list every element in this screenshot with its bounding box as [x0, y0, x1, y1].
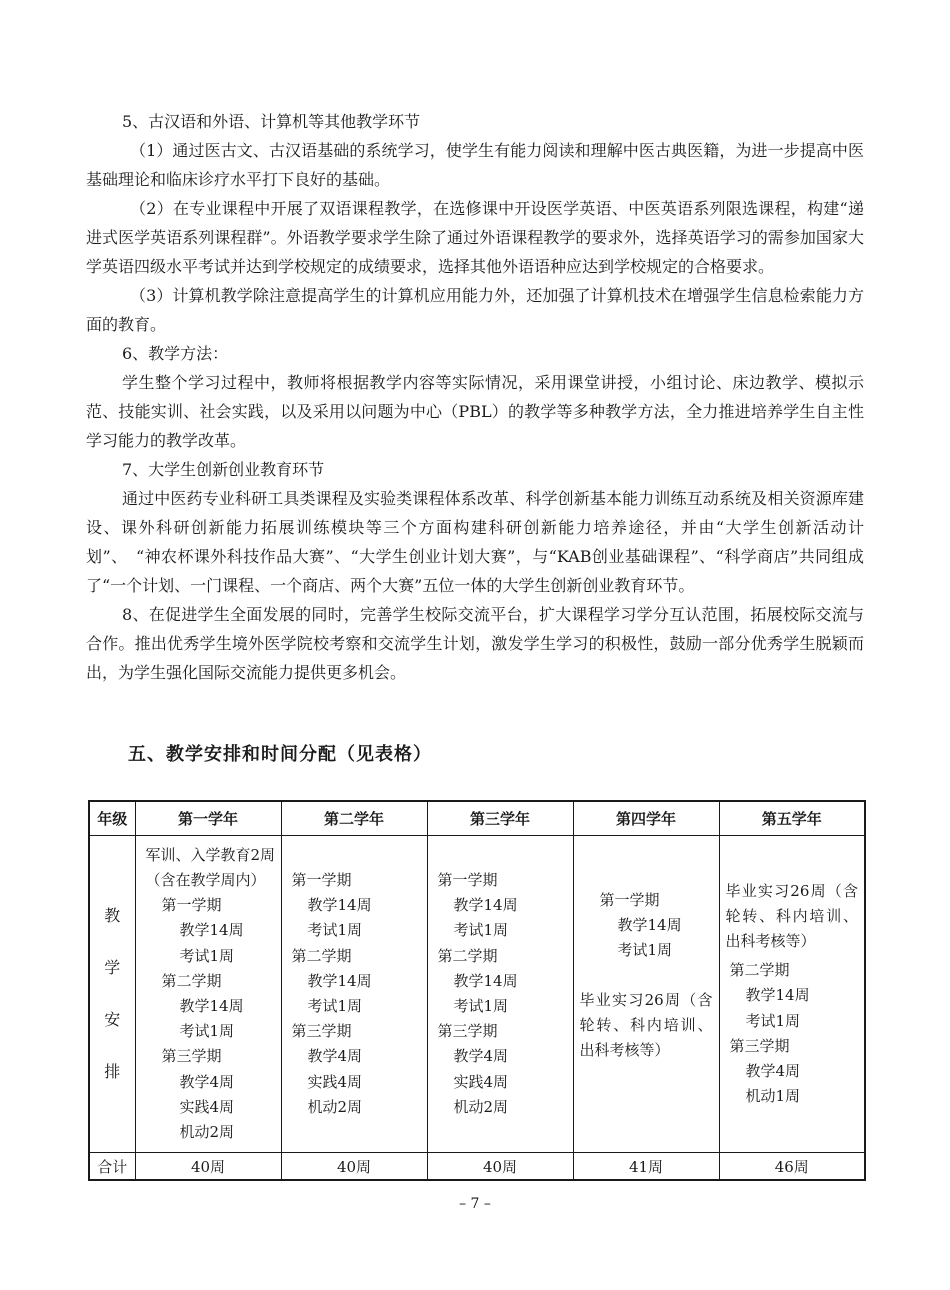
row-label-arrangement — [89, 836, 135, 1153]
schedule-line: 实践4周 — [453, 1072, 509, 1091]
schedule-line: 考试1周 — [453, 921, 509, 940]
schedule-line: 考试1周 — [453, 997, 509, 1015]
body-text — [86, 107, 864, 687]
schedule-line: 第三学期 — [291, 1022, 352, 1041]
year-3-schedule — [428, 864, 573, 1124]
schedule-line: 实践4周 — [307, 1072, 363, 1091]
paragraph: 7、大学生创新创业教育环节 — [122, 460, 325, 479]
header-year-4: 第四学年 — [573, 801, 719, 836]
schedule-line: 教学14周 — [307, 971, 372, 990]
schedule-line: 第二学期 — [291, 946, 352, 965]
header-year-5: 第五学年 — [719, 801, 865, 836]
internship-note: 毕业实习26周（含轮转、科内培训、出科考核等） — [725, 881, 858, 950]
year-1-schedule — [136, 839, 281, 1149]
table-header-row — [89, 801, 865, 836]
schedule-line: 教学4周 — [453, 1047, 509, 1066]
schedule-line: 教学14周 — [617, 916, 682, 935]
paragraph: 8、在促进学生全面发展的同时，完善学生校际交流平台，扩大课程学习学分互认范围，拓展校际交流与合作。推出优秀学生境外医学院校考察和交流学生计划，激发学生学习的积极性，鼓励一部分优秀学生脱颖而出，为学生强化国际交流能力提供更多机会。 — [86, 605, 864, 682]
row-label-char: 排 — [104, 1062, 121, 1081]
row-label-char: 教 — [104, 906, 121, 925]
paragraph: （2）在专业课程中开展了双语课程教学，在选修课中开设医学英语、中医英语系列限选课程，构建“递进式医学英语系列课程群”。外语教学要求学生除了通过外语课程教学的要求外，选择英语学习的需参加国家大学英语四级水平考试并达到学校规定的成绩要求，选择其他外语语种应达到学校规定的合格要求。 — [86, 199, 864, 276]
schedule-line: 第三学期 — [161, 1047, 222, 1066]
paragraph: 6、教学方法： — [122, 344, 229, 363]
paragraph: 学生整个学习过程中，教师将根据教学内容等实际情况，采用课堂讲授，小组讨论、床边教学、模拟示范、技能实训、社会实践，以及采用以问题为中心（PBL）的教学等多种教学方法，全力推进培养学生自主性学习能力的教学改革。 — [86, 373, 864, 450]
schedule-line: 教学14周 — [745, 986, 810, 1005]
schedule-line: 考试1周 — [179, 946, 235, 965]
year-5-internship — [720, 875, 865, 959]
paragraph: （1）通过医古文、古汉语基础的系统学习，使学生有能力阅读和理解中医古典医籍，为进一步提高中医基础理论和临床诊疗水平打下良好的基础。 — [86, 141, 864, 189]
schedule-line: 第一学期 — [161, 896, 222, 915]
schedule-line: 第一学期 — [599, 891, 660, 909]
total-year-5: 46周 — [719, 1153, 865, 1181]
schedule-line: 教学14周 — [179, 997, 244, 1015]
table-row-arrangement — [89, 836, 865, 1153]
schedule-line: 第二学期 — [437, 946, 498, 965]
header-year-1: 第一学年 — [135, 801, 281, 836]
schedule-table — [88, 800, 866, 1181]
schedule-line: 考试1周 — [617, 941, 673, 960]
paragraph: （3）计算机教学除注意提高学生的计算机应用能力外，还加强了计算机技术在增强学生信息检索能力方面的教育。 — [86, 286, 864, 334]
schedule-line: 考试1周 — [307, 921, 363, 940]
year-2-schedule — [282, 864, 427, 1124]
schedule-line: （含在教学周内） — [145, 870, 266, 889]
schedule-line: 教学14周 — [453, 971, 518, 990]
header-grade: 年级 — [89, 801, 135, 836]
schedule-line: 考试1周 — [307, 997, 363, 1015]
cell-year-2 — [281, 836, 427, 1153]
paragraph: 5、古汉语和外语、计算机等其他教学环节 — [122, 112, 421, 131]
year-4-schedule — [574, 836, 719, 968]
schedule-line: 教学4周 — [307, 1047, 363, 1066]
schedule-line: 第二学期 — [729, 961, 790, 980]
schedule-line: 军训、入学教育2周 — [145, 845, 276, 864]
schedule-line: 考试1周 — [179, 1022, 235, 1041]
total-year-4: 41周 — [573, 1153, 719, 1181]
schedule-line: 第二学期 — [161, 971, 222, 990]
schedule-line: 第三学期 — [437, 1022, 498, 1041]
schedule-line: 机动2周 — [453, 1097, 509, 1116]
schedule-line: 实践4周 — [179, 1097, 235, 1116]
header-year-3: 第三学年 — [427, 801, 573, 836]
cell-year-4 — [573, 836, 719, 1153]
row-label-char: 安 — [104, 1010, 121, 1029]
schedule-line: 教学14周 — [179, 921, 244, 940]
schedule-line: 考试1周 — [745, 1011, 801, 1030]
schedule-line: 第一学期 — [291, 870, 352, 889]
total-label: 合计 — [89, 1153, 135, 1181]
year-5-schedule — [720, 958, 865, 1113]
schedule-line: 教学14周 — [307, 896, 372, 915]
total-year-3: 40周 — [427, 1153, 573, 1181]
total-year-2: 40周 — [281, 1153, 427, 1181]
schedule-line: 第一学期 — [437, 870, 498, 889]
cell-year-1 — [135, 836, 281, 1153]
year-4-internship — [574, 968, 719, 1068]
internship-note: 毕业实习26周（含轮转、科内培训、出科考核等） — [579, 990, 713, 1060]
schedule-line: 机动1周 — [745, 1087, 801, 1106]
schedule-line: 机动2周 — [307, 1097, 363, 1116]
schedule-line: 第三学期 — [729, 1036, 790, 1055]
schedule-line: 教学14周 — [453, 896, 518, 915]
schedule-line: 机动2周 — [179, 1123, 235, 1142]
table-row-total — [89, 1153, 865, 1181]
cell-year-5 — [719, 836, 865, 1153]
total-year-1: 40周 — [135, 1153, 281, 1181]
schedule-line: 教学4周 — [745, 1062, 801, 1080]
cell-year-3 — [427, 836, 573, 1153]
paragraph: 通过中医药专业科研工具类课程及实验类课程体系改革、科学创新基本能力训练互动系统及相关资源库建设、课外科研创新能力拓展训练模块等三个方面构建科研创新能力培养途径，并由“大学生创新活动计划”、 “神农杯课外科技作品大赛”、“大学生创业计划大赛”，与“KAB创业基础课程”、“科学商店”共同组成了“一个计划、一门课程、一个商店、两个大赛”五位一体的大学生创新创业教育环节。 — [86, 489, 864, 595]
section-heading: 五、教学安排和时间分配（见表格） — [128, 744, 432, 765]
schedule-line: 教学4周 — [179, 1072, 235, 1091]
page-number: – 7 – — [459, 1196, 491, 1212]
row-label-char: 学 — [104, 958, 121, 977]
header-year-2: 第二学年 — [281, 801, 427, 836]
